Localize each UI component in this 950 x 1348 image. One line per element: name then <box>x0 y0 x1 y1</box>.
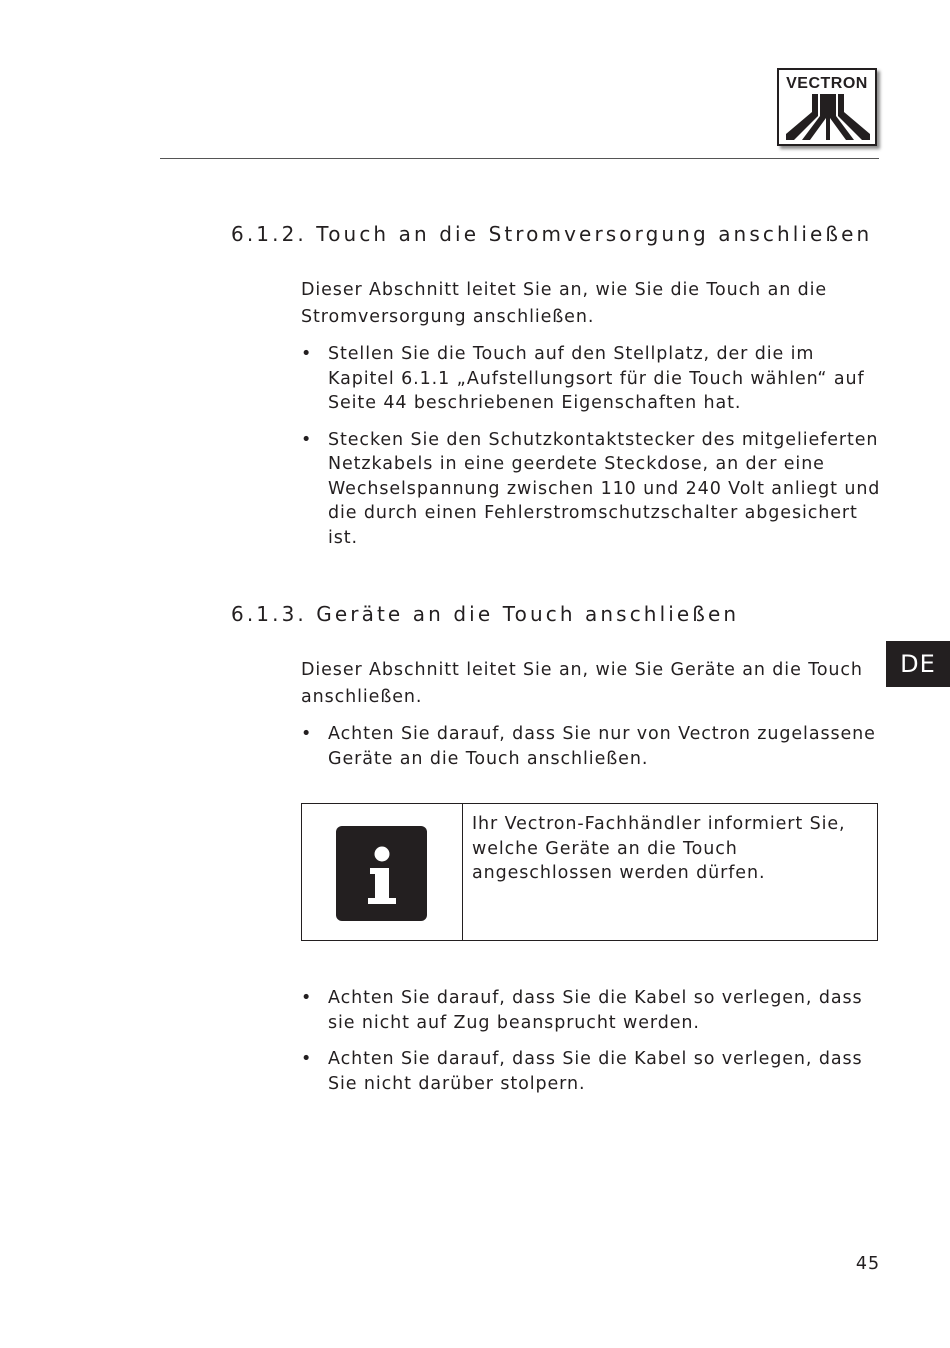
section-heading-6-1-2: 6.1.2. Touch an die Stromversorgung anschließen <box>231 222 873 246</box>
header-rule <box>160 158 879 159</box>
info-icon-cell <box>302 804 463 940</box>
bullet-list-6-1-3-after <box>301 986 886 1108</box>
list-item <box>301 722 886 771</box>
section-intro-6-1-2: Dieser Abschnitt leitet Sie an, wie Sie die Touch an die Stromversorgung anschließen. <box>301 280 828 327</box>
list-item-text: Achten Sie darauf, dass Sie nur von Vectron zugelassene Geräte an die Touch anschließen. <box>328 724 876 769</box>
bullet-icon: • <box>301 724 313 744</box>
list-item <box>301 342 886 416</box>
bullet-icon: • <box>301 988 313 1008</box>
page-number: 45 <box>855 1254 880 1274</box>
list-item <box>301 986 886 1035</box>
info-box <box>301 803 878 941</box>
list-item <box>301 428 886 551</box>
info-text: Ihr Vectron-Fachhändler informiert Sie, welche Geräte an die Touch angeschlossen werden dürfen. <box>472 814 846 883</box>
bullet-list-6-1-3 <box>301 722 886 783</box>
list-item-text: Stecken Sie den Schutzkontaktstecker des mitgelieferten Netzkabels in eine geerdete Steckdose, an der eine Wechselspannung zwischen 110 und 240 Volt anliegt und die durch einen Fehlerstromschutzschalter abgesichert ist. <box>328 429 881 548</box>
logo-mark-icon <box>784 94 872 142</box>
list-item-text: Achten Sie darauf, dass Sie die Kabel so verlegen, dass sie nicht auf Zug beansprucht werden. <box>328 988 863 1033</box>
section-intro-6-1-3: Dieser Abschnitt leitet Sie an, wie Sie Geräte an die Touch anschließen. <box>301 660 863 707</box>
vectron-logo <box>777 68 877 146</box>
bullet-icon: • <box>301 344 313 364</box>
list-item-text: Stellen Sie die Touch auf den Stellplatz, der die im Kapitel 6.1.1 „Aufstellungsort für die Touch wählen“ auf Seite 44 beschriebenen Eigenschaften hat. <box>328 344 865 413</box>
info-icon <box>336 826 427 921</box>
list-item <box>301 1047 886 1096</box>
bullet-icon: • <box>301 1049 313 1069</box>
bullet-icon: • <box>301 429 313 450</box>
language-tab: DE <box>886 641 950 687</box>
list-item-text: Achten Sie darauf, dass Sie die Kabel so verlegen, dass Sie nicht darüber stolpern. <box>328 1049 863 1094</box>
logo-text: VECTRON <box>786 75 868 92</box>
bullet-list-6-1-2 <box>301 342 886 562</box>
section-heading-6-1-3: 6.1.3. Geräte an die Touch anschließen <box>231 602 740 626</box>
